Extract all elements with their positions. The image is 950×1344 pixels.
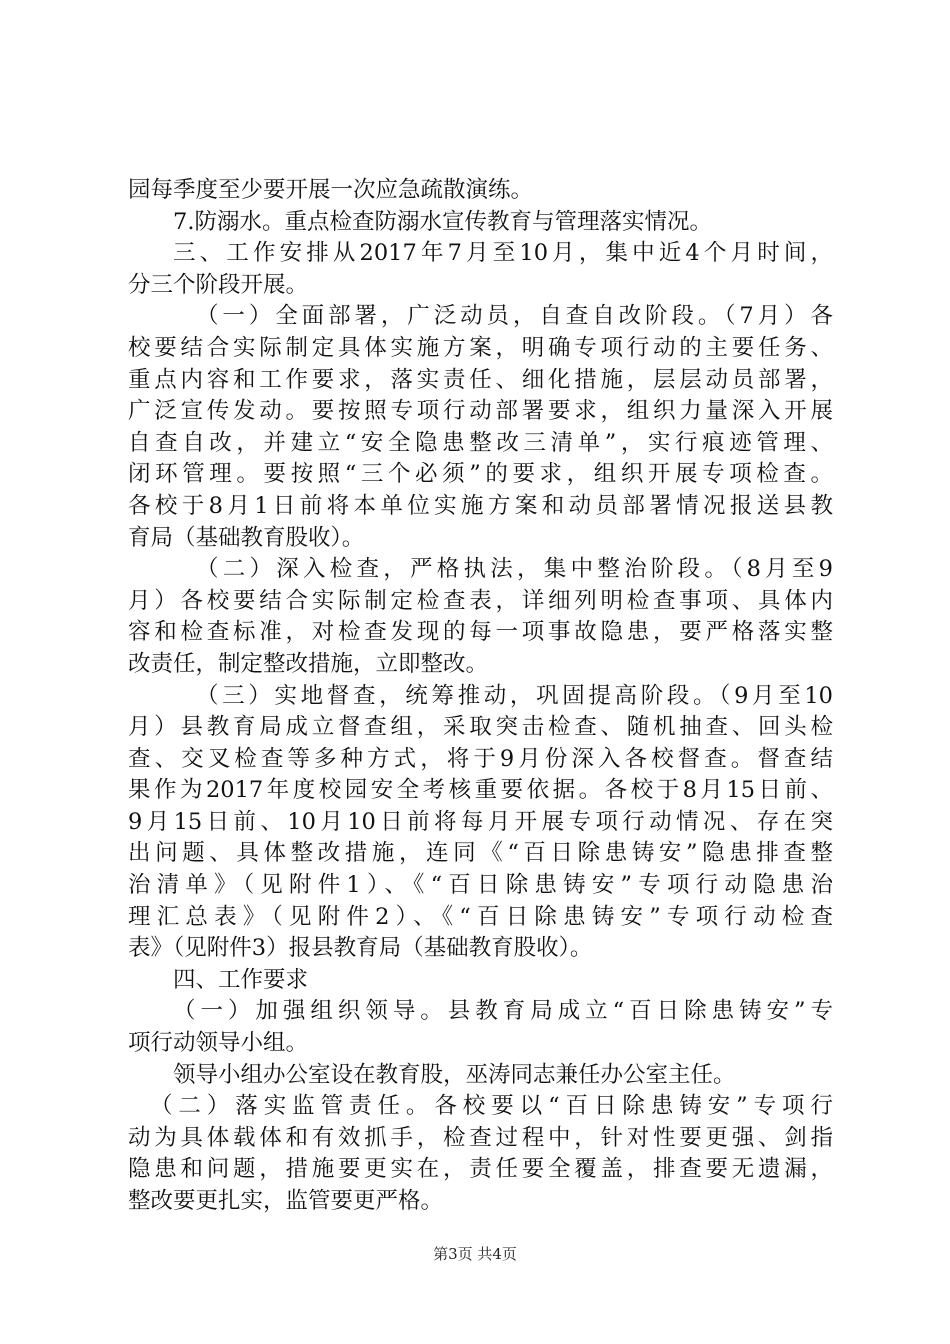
- page-number: 第3页 共4页: [433, 1245, 517, 1263]
- text-line: （一）加强组织领导。县教育局成立“百日除患铸安”专: [173, 998, 833, 1025]
- text-line: 领导小组办公室设在教育股，巫涛同志兼任办公室主任。: [173, 1061, 736, 1088]
- text-line: 园每季度至少要开展一次应急疏散演练。: [128, 177, 534, 203]
- text-line: 校要结合实际制定具体实施方案，明确专项行动的主要任务、: [128, 334, 833, 361]
- text-line: 7.防溺水。重点检查防溺水宣传教育与管理落实情况。: [173, 208, 712, 235]
- document-body: [128, 175, 833, 1218]
- text-line: 表》（见附件3）报县教育局（基础教育股收）。: [128, 935, 593, 962]
- text-line: （二）深入检查，严格执法，集中整治阶段。（8月至9: [196, 556, 833, 583]
- text-line: （三）实地督查，统筹推动，巩固提高阶段。（9月至10: [196, 682, 833, 709]
- text-line: 改责任，制定整改措施，立即整改。: [128, 650, 489, 677]
- text-line: 育局（基础教育股收）。: [128, 524, 365, 551]
- text-line: 月）各校要结合实际制定检查表，详细列明检查事项、具体内: [128, 587, 833, 614]
- text-line: 容和检查标准，对检查发现的每一项事故隐患，要严格落实整: [128, 619, 833, 646]
- text-line: 三、工作安排从2017年7月至10月，集中近4个月时间，: [173, 240, 833, 267]
- text-line: 月）县教育局成立督查组，采取突击检查、随机抽查、回头检: [128, 714, 833, 741]
- text-line: 隐患和问题，措施要更实在，责任要全覆盖，排查要无遗漏，: [128, 1156, 833, 1183]
- text-line: 项行动领导小组。: [128, 1030, 309, 1057]
- text-line: 各校于8月1日前将本单位实施方案和动员部署情况报送县教: [128, 492, 833, 519]
- text-line: （一）全面部署，广泛动员，自查自改阶段。（7月）各: [196, 303, 833, 330]
- text-line: 闭环管理。要按照“三个必须”的要求，组织开展专项检查。: [128, 461, 833, 488]
- section-heading: 四、工作要求: [173, 966, 309, 993]
- text-line: （二）落实监管责任。各校要以“百日除患铸安”专项行: [150, 1093, 833, 1120]
- text-line: 9月15日前、10月10日前将每月开展专项行动情况、存在突: [128, 808, 833, 835]
- text-line: 重点内容和工作要求，落实责任、细化措施，层层动员部署，: [128, 366, 833, 393]
- text-line: 查、交叉检查等多种方式，将于9月份深入各校督查。督查结: [128, 745, 833, 772]
- text-line: 分三个阶段开展。: [128, 271, 309, 298]
- text-line: 治清单》（见附件1）、《“百日除患铸安”专项行动隐患治: [128, 872, 833, 899]
- text-line: 自查自改，并建立“安全隐患整改三清单”，实行痕迹管理、: [128, 429, 833, 456]
- text-line: 理汇总表》（见附件2）、《“百日除患铸安”专项行动检查: [128, 903, 833, 930]
- text-line: 整改要更扎实，监管要更严格。: [128, 1188, 444, 1214]
- text-line: 果作为2017年度校园安全考核重要依据。各校于8月15日前、: [128, 777, 833, 804]
- text-line: 广泛宣传发动。要按照专项行动部署要求，组织力量深入开展: [128, 398, 833, 425]
- text-line: 动为具体载体和有效抓手，检查过程中，针对性要更强、剑指: [128, 1124, 833, 1151]
- text-line: 出问题、具体整改措施，连同《“百日除患铸安”隐患排查整: [128, 840, 833, 867]
